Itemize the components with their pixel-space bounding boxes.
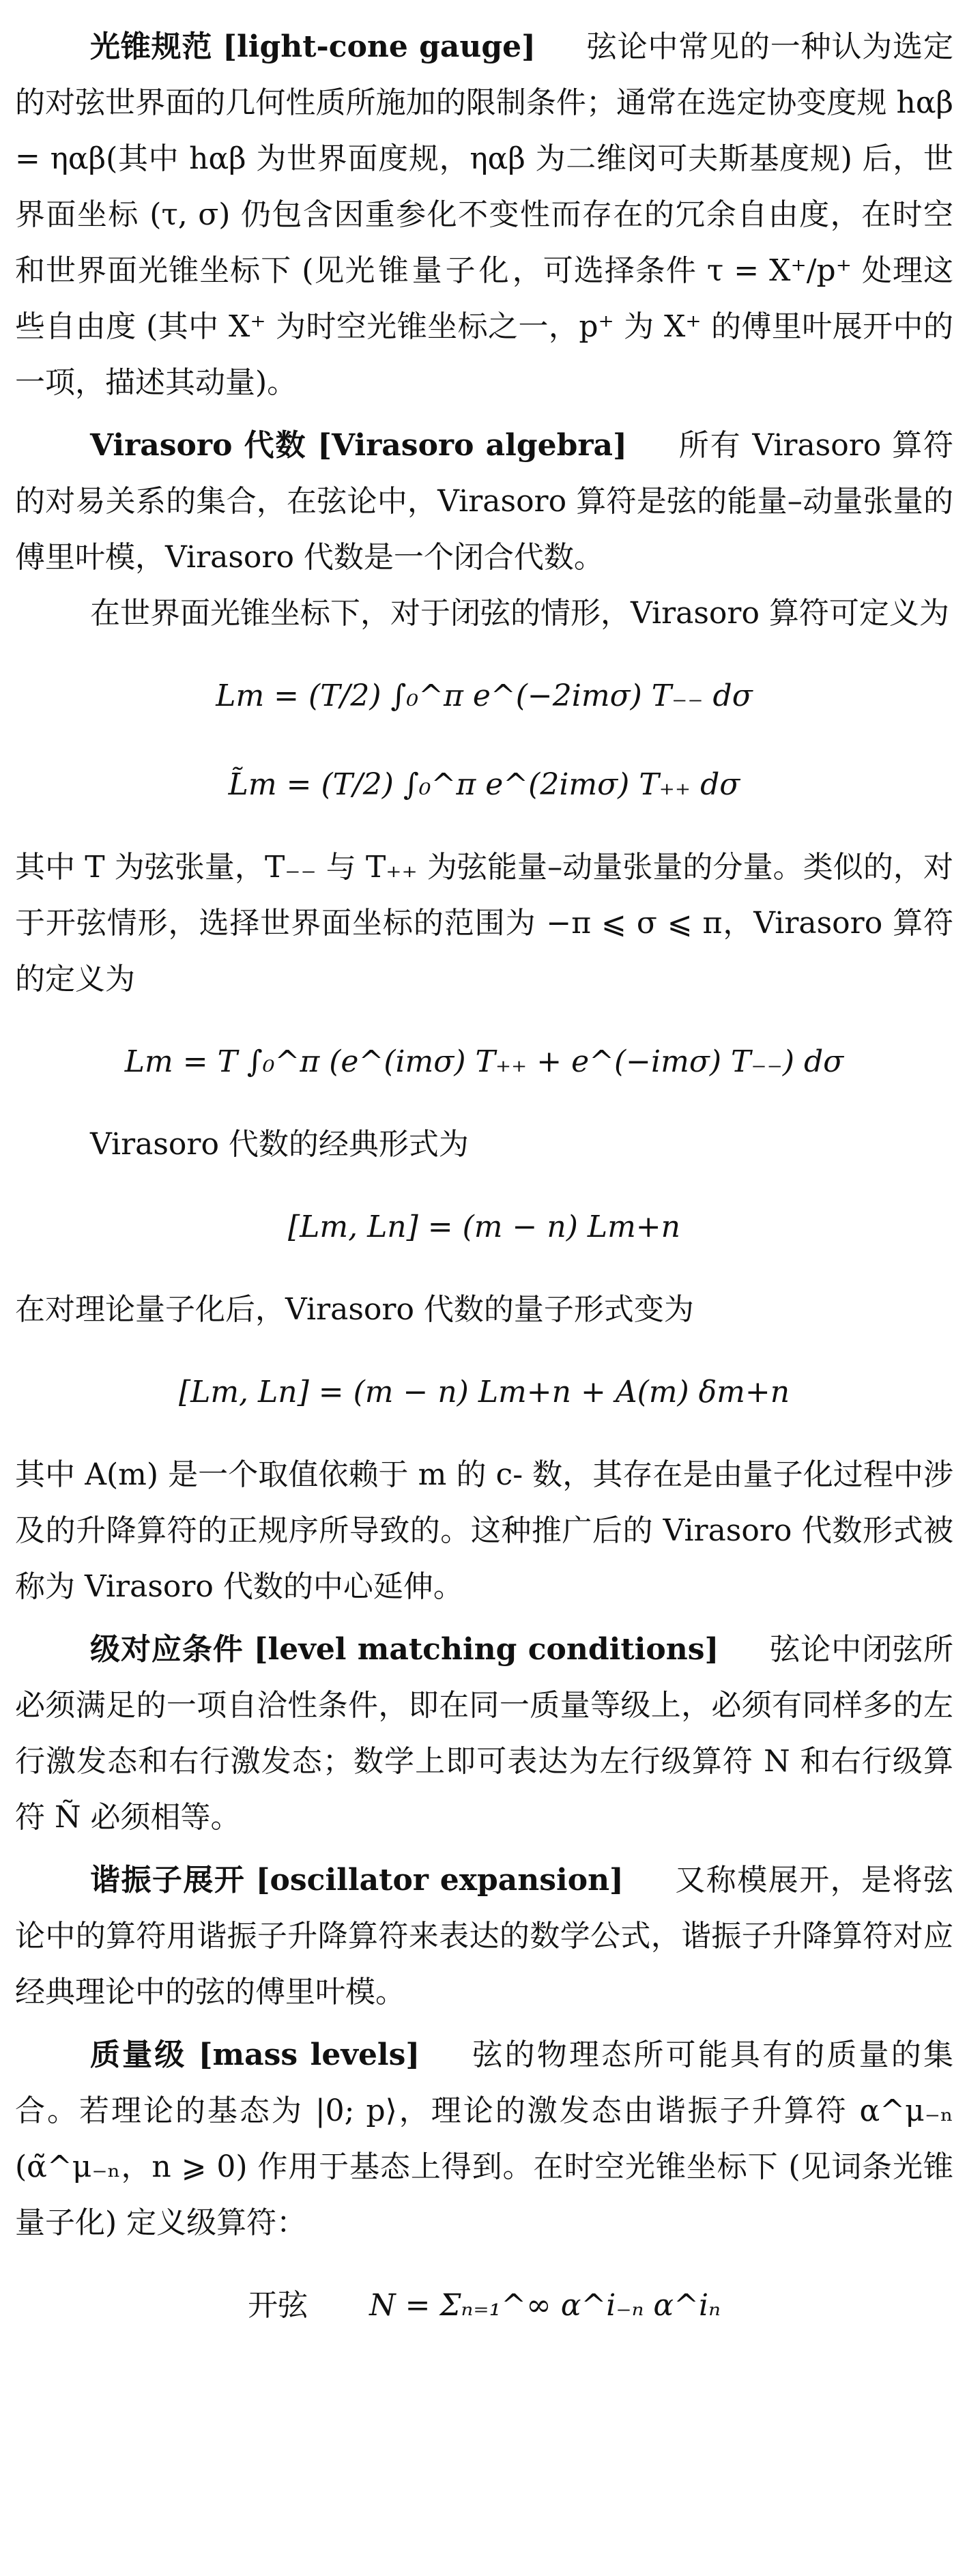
equation-level-operator [15,2272,953,2340]
cross-reference: 光锥量子化 [345,253,513,288]
entry-virasoro-algebra [15,418,953,586]
entry-text: 弦的物理态所可能具有的质量的集合。若理论的基态为 |0; p⟩，理论的激发态由谐振子升算符 α^μ₋ₙ (α̃^μ₋ₙ，n ⩾ 0) 作用于基态上得到。在时空光锥坐标下 (见词条光锥量子化) 定义级算符： [15,2037,953,2240]
paragraph: 在世界面光锥坐标下，对于闭弦的情形，Virasoro 算符可定义为 [90,596,949,631]
entry-term: [level matching conditions] [253,1632,719,1667]
equation-body: N = Σₙ₌₁^∞ α^i₋ₙ α^iₙ [369,2288,721,2323]
entry-oscillator-expansion [15,1852,953,2020]
entry-mass-levels [15,2027,953,2251]
entry-head: 谐振子展开 [90,1863,246,1898]
equation-classical-algebra: [Lm, Ln] = (m − n) Lm+n [287,1210,680,1244]
entry-head: 光锥规范 [90,29,213,64]
equation-lm: Lm = (T/2) ∫₀^π e^(−2imσ) T₋₋ dσ [216,678,753,713]
entry-text: 弦论中常见的一种认为选定的对弦世界面的几何性质所施加的限制条件；通常在选定协变度规 hαβ = ηαβ(其中 hαβ 为世界面度规，ηαβ 为二维闵可夫斯基度规) 后，世界面坐标 (τ, σ) 仍包含因重参化不变性而存在的冗余自由度，在时空和世界面光锥坐标下 (见 [15,29,953,288]
paragraph: 其中 A(m) 是一个取值依赖于 m 的 c- 数，其存在是由量子化过程中涉及的升降算符的正规序所导致的。这种推广后的 Virasoro 代数形式被称为 Virasoro 代数的中心延伸。 [15,1457,953,1604]
paragraph: Virasoro 代数的经典形式为 [90,1127,469,1162]
entry-text: 弦论中闭弦所必须满足的一项自洽性条件，即在同一质量等级上，必须有同样多的左行激发态和右行激发态；数学上即可表达为左行级算符 N 和右行级算符 Ñ 必须相等。 [15,1632,953,1835]
entry-term: [oscillator expansion] [255,1863,624,1898]
entry-head: 级对应条件 [90,1632,244,1667]
entry-light-cone-gauge [15,19,953,411]
entry-head: Virasoro 代数 [90,428,307,463]
equation-quantum-algebra: [Lm, Ln] = (m − n) Lm+n + A(m) δm+n [178,1375,790,1409]
entry-term: [Virasoro algebra] [317,428,627,463]
equation-label: 开弦 [248,2288,308,2323]
equation-open-string: Lm = T ∫₀^π (e^(imσ) T₊₊ + e^(−imσ) T₋₋) dσ [124,1044,844,1079]
entry-level-matching [15,1622,953,1846]
entry-head: 质量级 [90,2037,187,2072]
entry-text: ，可选择条件 τ = X⁺/p⁺ 处理这些自由度 (其中 X⁺ 为时空光锥坐标之一，p⁺ 为 X⁺ 的傅里叶展开中的一项，描述其动量)。 [15,253,954,400]
entry-term: [mass levels] [198,2037,420,2072]
paragraph: 在对理论量子化后，Virasoro 代数的量子形式变为 [15,1292,694,1327]
entry-text: 所有 Virasoro 算符的对易关系的集合，在弦论中，Virasoro 算符是弦的能量–动量张量的傅里叶模，Virasoro 代数是一个闭合代数。 [15,428,953,575]
entry-text: 又称模展开，是将弦论中的算符用谐振子升降算符来表达的数学公式，谐振子升降算符对应经典理论中的弦的傅里叶模。 [15,1863,953,2009]
equation-lm-tilde: L̃m = (T/2) ∫₀^π e^(2imσ) T₊₊ dσ [228,767,740,802]
paragraph: 其中 T 为弦张量，T₋₋ 与 T₊₊ 为弦能量–动量张量的分量。类似的，对于开弦情形，选择世界面坐标的范围为 −π ⩽ σ ⩽ π，Virasoro 算符的定义为 [15,850,953,997]
entry-term: [light-cone gauge] [222,29,536,64]
